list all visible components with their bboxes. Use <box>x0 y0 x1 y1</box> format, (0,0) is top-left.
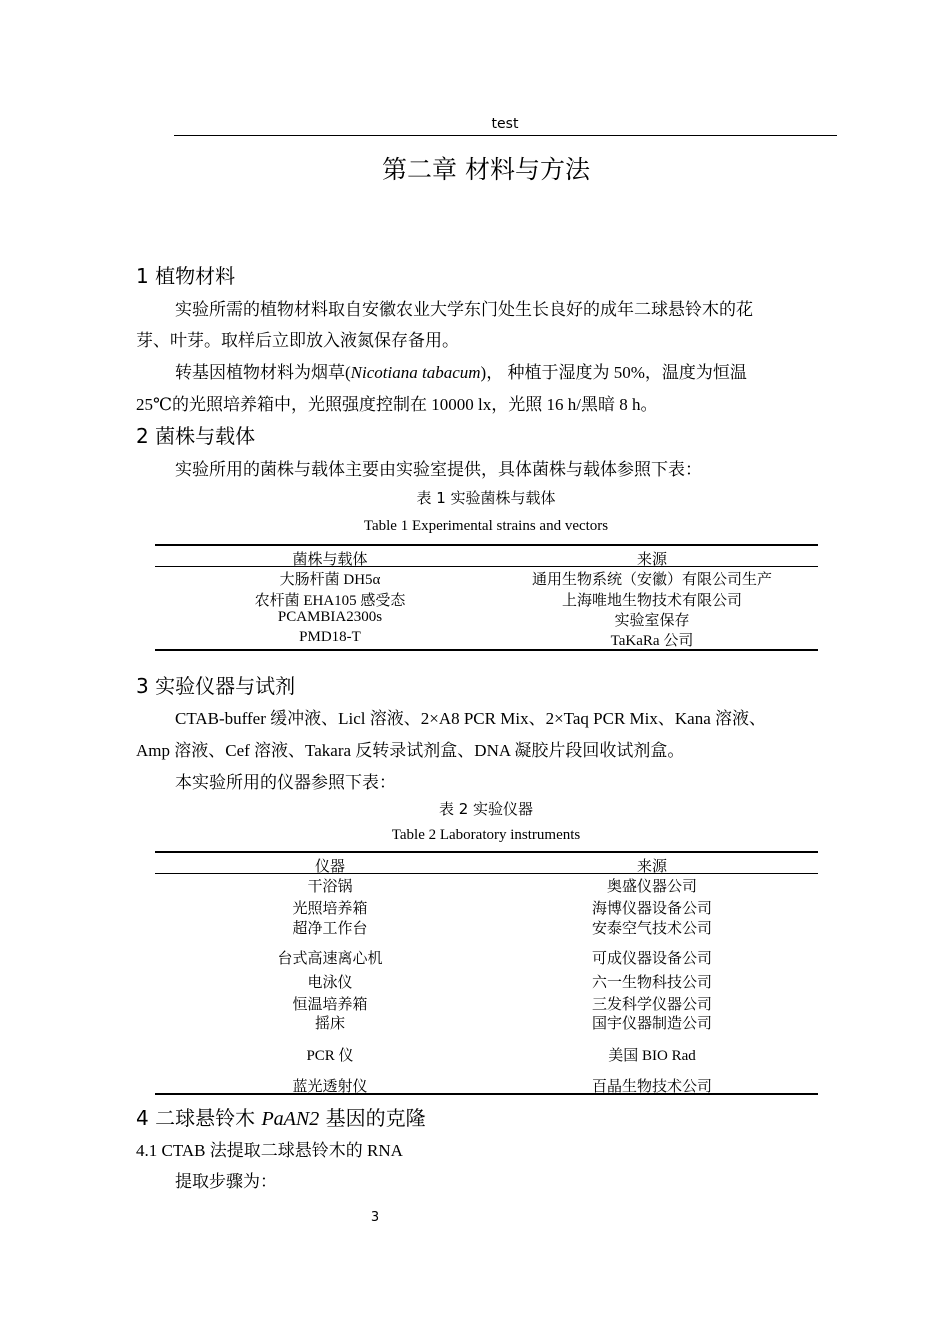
table1-header-rule <box>155 566 818 567</box>
section-heading-gene-cloning <box>136 1102 426 1131</box>
section1-paragraph1-line1: 实验所需的植物材料取自安徽农业大学东门处生长良好的成年二球悬铃木的花 <box>175 300 753 319</box>
table1-cell: 实验室保存 <box>614 613 690 629</box>
table2-cell: 六一生物科技公司 <box>591 975 712 991</box>
table1-cell: PCAMBIA2300s <box>277 609 383 625</box>
table2-cell: 美国 BIO Rad <box>608 1048 696 1064</box>
text-run: )， 种植于湿度为 50%，温度为恒温 <box>480 363 747 382</box>
table2-cell: 台式高速离心机 <box>277 951 383 967</box>
table1-cell: PMD18-T <box>299 629 361 645</box>
table2-cell: 可成仪器设备公司 <box>591 951 712 967</box>
table2-cell: PCR 仪 <box>306 1048 354 1064</box>
table2-caption-en: Table 2 Laboratory instruments <box>391 827 581 843</box>
table2-cell: 电泳仪 <box>307 975 353 991</box>
section3-paragraph2: 本实验所用的仪器参照下表： <box>175 773 396 792</box>
table2-bottom-rule <box>155 1093 818 1095</box>
table2-cell: 安泰空气技术公司 <box>591 921 712 937</box>
subsection-paragraph: 提取步骤为： <box>175 1172 277 1191</box>
table1-bottom-rule <box>155 649 818 651</box>
species-name: Nicotiana tabacum <box>350 363 481 382</box>
section3-paragraph1-line2: Amp 溶液、Cef 溶液、Takara 反转录试剂盒、DNA 凝胶片段回收试剂盒。 <box>136 741 685 760</box>
section1-paragraph1-line2: 芽、叶芽。取样后立即放入液氮保存备用。 <box>136 331 459 350</box>
table1-cell: TaKaRa 公司 <box>610 633 694 649</box>
table1-cell: 上海唯地生物技术有限公司 <box>561 593 742 609</box>
section1-paragraph2-line2: 25℃的光照培养箱中，光照强度控制在 10000 lx，光照 16 h/黑暗 8 h。 <box>136 395 658 414</box>
table2-cell: 超净工作台 <box>292 921 368 937</box>
table2-header-rule <box>155 873 818 874</box>
section-heading-plant-materials: 1 植物材料 <box>136 264 236 288</box>
table1-caption-cn: 表 1 实验菌株与载体 <box>416 489 556 507</box>
table2-header-cell: 仪器 <box>314 859 345 875</box>
table1-header-cell: 来源 <box>636 552 667 568</box>
table2-caption-cn: 表 2 实验仪器 <box>438 800 534 818</box>
table1-caption-en: Table 1 Experimental strains and vectors <box>363 518 609 534</box>
table2-header-cell: 来源 <box>636 859 667 875</box>
table2-cell: 光照培养箱 <box>292 901 368 917</box>
table2-top-rule <box>155 851 818 853</box>
table1-top-rule <box>155 544 818 546</box>
running-header: test <box>491 116 519 132</box>
section3-paragraph1-line1: CTAB-buffer 缓冲液、Licl 溶液、2×A8 PCR Mix、2×Taq PCR Mix、Kana 溶液、 <box>175 709 766 728</box>
table2-cell: 干浴锅 <box>307 879 353 895</box>
header-rule <box>174 135 837 136</box>
section2-paragraph1: 实验所用的菌株与载体主要由实验室提供，具体菌株与载体参照下表： <box>175 460 702 479</box>
section-heading-instruments-reagents: 3 实验仪器与试剂 <box>136 674 296 698</box>
table1-header-cell: 菌株与载体 <box>292 552 368 568</box>
table2-cell: 百晶生物技术公司 <box>591 1079 712 1095</box>
table2-cell: 蓝光透射仪 <box>292 1079 368 1095</box>
gene-name: PaAN2 <box>261 1108 320 1130</box>
table1-cell: 大肠杆菌 DH5α <box>279 572 381 588</box>
table1-cell: 农杆菌 EHA105 感受态 <box>254 593 406 609</box>
table2-cell: 摇床 <box>314 1016 345 1032</box>
table2-cell: 国宇仪器制造公司 <box>591 1016 712 1032</box>
table2-cell: 恒温培养箱 <box>292 997 368 1013</box>
heading-run: 基因的克隆 <box>319 1106 426 1130</box>
table1-cell: 通用生物系统（安徽）有限公司生产 <box>531 572 772 588</box>
page-number: 3 <box>370 1210 380 1225</box>
table2-cell: 海博仪器设备公司 <box>591 901 712 917</box>
section1-paragraph2-line1 <box>175 358 747 383</box>
table2-cell: 三发科学仪器公司 <box>591 997 712 1013</box>
table2-cell: 奥盛仪器公司 <box>606 879 697 895</box>
text-run: 转基因植物材料为烟草( <box>175 363 351 382</box>
heading-run: 4 二球悬铃木 <box>136 1106 262 1130</box>
chapter-title: 第二章 材料与方法 <box>382 155 590 184</box>
section-heading-strains-vectors: 2 菌株与载体 <box>136 424 256 448</box>
subsection-heading-ctab-rna: 4.1 CTAB 法提取二球悬铃木的 RNA <box>136 1141 403 1160</box>
